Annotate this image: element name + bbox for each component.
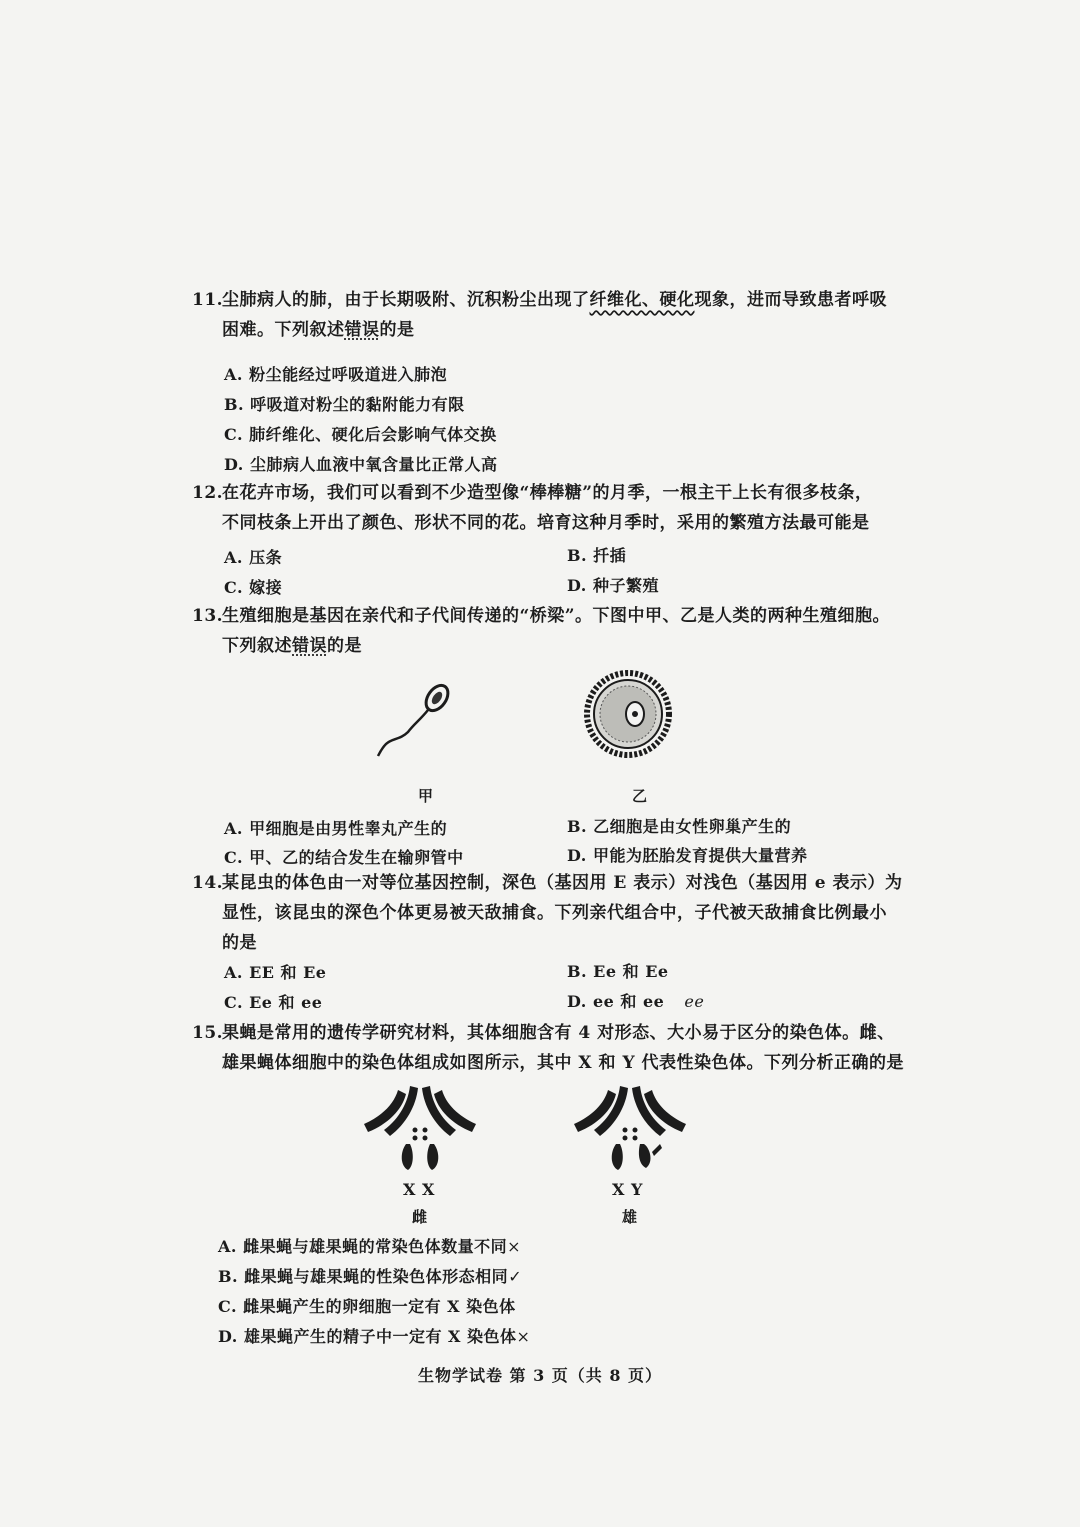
option-key: D.	[567, 992, 587, 1011]
option-key: A.	[224, 548, 243, 567]
stem-text: 某昆虫的体色由一对等位基因控制，深色（基因用 E 表示）对浅色（基因用 e 表示）为	[222, 873, 903, 893]
option-text: 呼吸道对粉尘的黏附能力有限	[250, 395, 465, 414]
question-11	[192, 285, 892, 345]
stem-text: 果蝇是常用的遗传学研究材料，其体细胞含有 4 对形态、大小易于区分的染色体。雌、	[222, 1023, 895, 1043]
page-footer: 生物学试卷 第 3 页（共 8 页）	[417, 1366, 663, 1385]
option-a	[224, 545, 282, 568]
option-text: 雄果蝇产生的精子中一定有 X 染色体	[243, 1327, 517, 1346]
option-d	[567, 989, 704, 1012]
stem-text: 的是	[222, 933, 257, 953]
figure-label-female: 雌	[412, 1208, 428, 1226]
male-chromosomes-figure	[570, 1082, 690, 1177]
stem-underlined-text: 纤维化、硬化	[589, 290, 695, 310]
figure-label-yi: 乙	[632, 787, 648, 805]
option-key: C.	[224, 848, 244, 867]
option-b	[567, 814, 791, 837]
option-key: D.	[224, 455, 244, 474]
question-14	[192, 868, 903, 958]
question-number: 11.	[192, 290, 224, 310]
option-text: 肺纤维化、硬化后会影响气体交换	[249, 425, 497, 444]
question-number: 15.	[192, 1023, 224, 1043]
question-13	[192, 601, 892, 661]
option-text: 雌果蝇与雄果蝇的性染色体形态相同	[244, 1267, 509, 1286]
option-text: Ee 和 ee	[249, 993, 323, 1012]
option-text: EE 和 Ee	[249, 963, 327, 982]
handwritten-mark: ×	[516, 1327, 531, 1346]
option-text: 甲细胞是由男性睾丸产生的	[249, 819, 448, 838]
option-c	[224, 990, 323, 1013]
question-number: 12.	[192, 483, 224, 503]
option-text: 种子繁殖	[592, 576, 659, 595]
stem-text: 的是	[379, 320, 415, 340]
option-c	[224, 422, 497, 445]
option-key: B.	[567, 817, 588, 836]
option-text: 压条	[249, 548, 283, 567]
sex-chromosome-label: X Y	[612, 1180, 643, 1199]
handwritten-mark: ×	[507, 1237, 521, 1256]
option-text: 嫁接	[249, 578, 283, 597]
stem-text: 下列叙述	[222, 636, 292, 656]
stem-text: 尘肺病人的肺，由于长期吸附、沉积粉尘出现了	[222, 290, 590, 310]
female-chromosomes-figure	[360, 1082, 480, 1177]
option-key: D.	[218, 1327, 238, 1346]
option-c	[224, 845, 464, 868]
option-key: A.	[224, 819, 243, 838]
sperm-cell-figure	[370, 680, 460, 760]
question-12	[192, 478, 892, 538]
stem-text: 的是	[327, 636, 362, 656]
stem-text: 生殖细胞是基因在亲代和子代间传递的“桥梁”。下图中甲、乙是人类的两种生殖细胞。	[222, 606, 891, 626]
option-key: B.	[567, 546, 588, 565]
option-key: A.	[224, 365, 243, 384]
option-d	[218, 1324, 530, 1347]
option-key: D.	[567, 576, 587, 595]
option-key: C.	[218, 1297, 238, 1316]
stem-text: 在花卉市场，我们可以看到不少造型像“棒棒糖”的月季，一根主干上长有很多枝条，	[222, 483, 873, 503]
option-b	[567, 959, 669, 982]
stem-text: 不同枝条上开出了颜色、形状不同的花。培育这种月季时，采用的繁殖方法最可能是	[222, 513, 870, 533]
question-number: 14.	[192, 873, 224, 893]
option-text: 粉尘能经过呼吸道进入肺泡	[249, 365, 448, 384]
option-key: A.	[224, 963, 243, 982]
option-key: A.	[218, 1237, 237, 1256]
figure-label-jia: 甲	[418, 787, 434, 805]
emphasis-text: 错误	[344, 320, 380, 340]
option-text: ee 和 ee	[592, 992, 665, 1011]
option-c	[224, 575, 282, 598]
option-text: 乙细胞是由女性卵巢产生的	[593, 817, 792, 836]
option-text: 雌果蝇产生的卵细胞一定有 X 染色体	[243, 1297, 516, 1316]
option-key: C.	[224, 425, 244, 444]
option-key: C.	[224, 578, 244, 597]
option-a	[224, 960, 326, 983]
emphasis-text: 错误	[292, 636, 327, 656]
option-text: 尘肺病人血液中氧含量比正常人高	[249, 455, 498, 474]
option-c	[218, 1294, 516, 1317]
handwritten-mark: ✓	[508, 1267, 523, 1286]
stem-text: 困难。下列叙述	[222, 320, 345, 340]
option-text: 雌果蝇与雄果蝇的常染色体数量不同	[243, 1237, 508, 1256]
question-15	[192, 1018, 904, 1078]
option-d	[567, 573, 659, 596]
option-d	[567, 843, 807, 866]
option-text: 甲、乙的结合发生在输卵管中	[249, 848, 464, 867]
figure-label-male: 雄	[622, 1208, 638, 1226]
option-a	[224, 362, 447, 385]
option-b	[218, 1264, 522, 1287]
stem-text: 现象，进而导致患者呼吸	[694, 290, 887, 310]
option-d	[224, 452, 497, 475]
option-key: B.	[224, 395, 245, 414]
option-text: 扦插	[593, 546, 627, 565]
option-key: D.	[567, 846, 587, 865]
sex-chromosome-label: X X	[403, 1180, 435, 1199]
handwritten-note: ee	[684, 992, 705, 1011]
option-text: Ee 和 Ee	[593, 962, 669, 981]
option-a	[224, 816, 447, 839]
option-key: C.	[224, 993, 244, 1012]
option-key: B.	[567, 962, 588, 981]
egg-cell-figure	[583, 662, 673, 762]
option-a	[218, 1234, 521, 1257]
option-key: B.	[218, 1267, 239, 1286]
option-b	[224, 392, 465, 415]
stem-text: 显性，该昆虫的深色个体更易被天敌捕食。下列亲代组合中，子代被天敌捕食比例最小	[222, 903, 887, 923]
question-number: 13.	[192, 606, 224, 626]
option-text: 甲能为胚胎发育提供大量营养	[592, 846, 808, 865]
option-b	[567, 543, 626, 566]
stem-text: 雄果蝇体细胞中的染色体组成如图所示，其中 X 和 Y 代表性染色体。下列分析正确的是	[222, 1053, 904, 1073]
